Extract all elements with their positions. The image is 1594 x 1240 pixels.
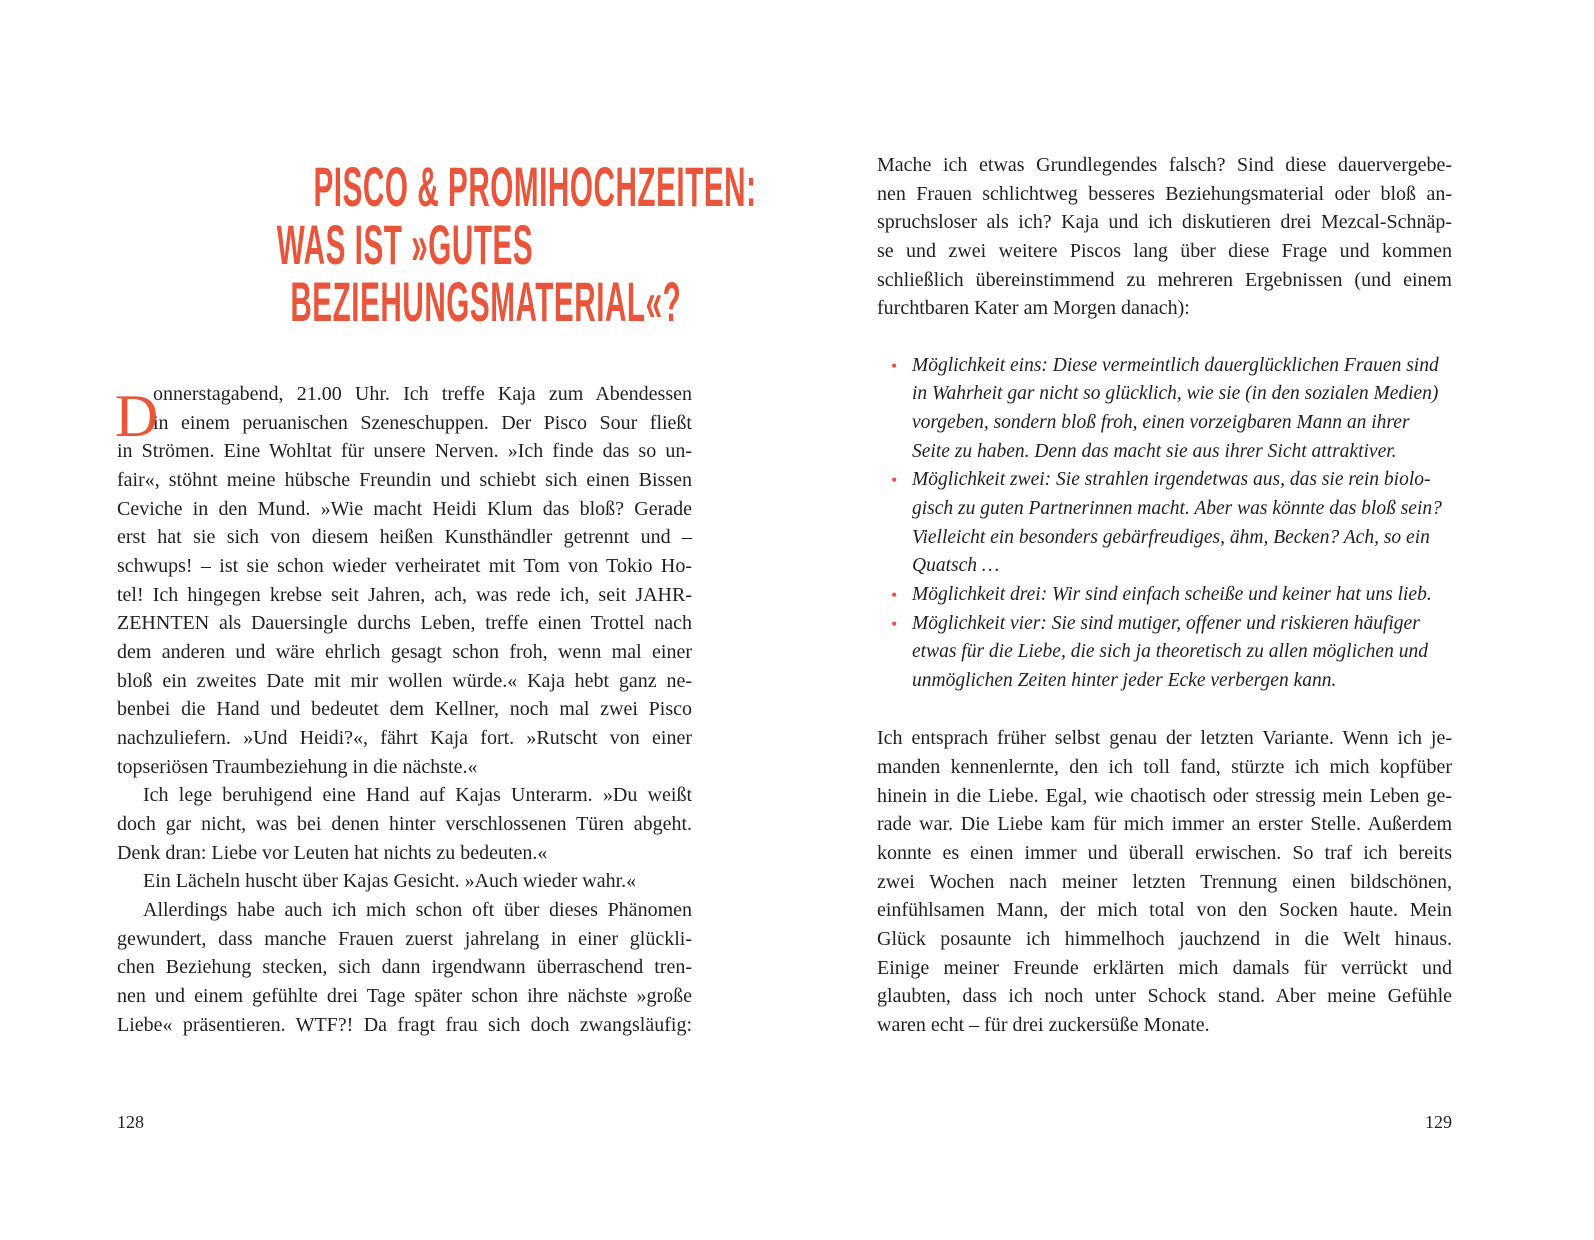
text-line: unmöglichen Zeiten hinter jeder Ecke verbergen kann.	[912, 670, 1337, 692]
drop-cap: D	[115, 383, 159, 449]
right-body-text	[877, 151, 1452, 1040]
text-line: Quatsch …	[912, 555, 1000, 577]
text-line: Ich entsprach früher selbst genau der letzten Variante. Wenn ich je-	[877, 727, 1452, 750]
list-item	[877, 352, 1452, 467]
chapter-title	[117, 155, 757, 333]
text-line: hinein in die Liebe. Egal, wie chaotisch oder stressig mein Leben ge-	[877, 784, 1452, 807]
text-line: gewundert, dass manche Frauen zuerst jahrelang in einer glückli-	[117, 927, 692, 950]
text-line: in einem peruanischen Szeneschuppen. Der Pisco Sour fließt	[153, 411, 692, 434]
text-line: rade war. Die Liebe kam für mich immer an erster Stelle. Außerdem	[877, 813, 1452, 836]
text-line: gisch zu guten Partnerinnen macht. Aber was könnte das bloß sein?	[912, 498, 1442, 520]
text-line: etwas für die Liebe, die sich ja theoretisch zu allen möglichen und	[912, 641, 1428, 663]
text-line: Ein Lächeln huscht über Kajas Gesicht. »Auch wieder wahr.«	[143, 870, 637, 893]
text-line: benbei die Hand und bedeutet dem Kellner, noch mal zwei Pisco	[117, 698, 692, 721]
text-line: furchtbaren Kater am Morgen danach):	[877, 297, 1190, 320]
title-line	[117, 270, 692, 333]
text-line: Vielleicht ein besonders gebärfreudiges, ähm, Becken? Ach, so ein	[912, 526, 1430, 548]
text-line: Seite zu haben. Denn das macht sie aus ihrer Sicht attraktiver.	[912, 440, 1397, 462]
text-line: Allerdings habe auch ich mich schon oft über dieses Phänomen	[143, 899, 692, 922]
text-line: Ceviche in den Mund. »Wie macht Heidi Klum das bloß? Gerade	[117, 497, 692, 520]
list-item	[877, 581, 1452, 610]
text-line: nachzuliefern. »Und Heidi?«, fährt Kaja fort. »Rutscht von einer	[117, 727, 692, 750]
text-line: Denk dran: Liebe vor Leuten hat nichts zu bedeuten.«	[117, 841, 548, 864]
text-line: onnerstagabend, 21.00 Uhr. Ich treffe Kaja zum Abendessen	[153, 383, 692, 405]
bullet-icon: •	[891, 613, 898, 634]
page-number-left: 128	[117, 1112, 144, 1132]
text-line: erst hat sie sich von diesem heißen Kunsthändler getrennt und –	[117, 526, 692, 549]
text-line: schwups! – ist sie schon wieder verheiratet mit Tom von Tokio Ho-	[117, 555, 692, 578]
text-line: ZEHNTEN als Dauersingle durchs Leben, treffe einen Trottel nach	[117, 612, 692, 635]
text-line: Möglichkeit vier: Sie sind mutiger, offener und riskieren häufiger	[912, 612, 1420, 634]
text-line: manden kennenlernte, den ich toll fand, stürzte ich mich kopfüber	[877, 756, 1452, 779]
text-line: tel! Ich hingegen krebse seit Jahren, ach, was rede ich, seit JAHR-	[117, 583, 692, 606]
left-body-text	[117, 380, 692, 1039]
paragraph	[877, 724, 1452, 1039]
bullet-icon: •	[891, 585, 898, 606]
text-line: chen Beziehung stecken, sich dann irgendwann überraschend tren-	[117, 956, 692, 979]
text-line: schließlich übereinstimmend zu mehreren Ergebnissen (und einem	[877, 268, 1452, 291]
text-line: vorgeben, sondern bloß froh, einen vorzeigbaren Mann an ihrer	[912, 412, 1410, 434]
paragraph	[117, 380, 692, 781]
text-line: einfühlsamen Mann, der mich total von den Socken haute. Mein	[877, 899, 1452, 922]
text-line: topseriösen Traumbeziehung in die nächste.«	[117, 755, 478, 778]
text-line: nen und einem gefühlte drei Tage später schon ihre nächste »große	[117, 985, 692, 1008]
title-line-text: PISCO & PROMIHOCHZEITEN:	[313, 155, 757, 218]
title-line	[117, 212, 692, 276]
title-line	[117, 155, 757, 218]
text-line: zwei Wochen nach meiner letzten Trennung einen bildschönen,	[877, 870, 1452, 893]
text-line: Liebe« präsentieren. WTF?! Da fragt frau sich doch zwangsläufig:	[117, 1013, 692, 1036]
page-number-right: 129	[1425, 1112, 1452, 1132]
text-line: glaubten, dass ich noch unter Schock stand. Aber meine Gefühle	[877, 985, 1452, 1008]
text-line: konnte es einen immer und überall erwischen. So traf ich bereits	[877, 842, 1452, 865]
text-line: waren echt – für drei zuckersüße Monate.	[877, 1014, 1210, 1037]
text-line: se und zwei weitere Piscos lang über diese Frage und kommen	[877, 240, 1452, 263]
text-line: Glück posaunte ich himmelhoch jauchzend in die Welt hinaus.	[877, 928, 1452, 951]
bullet-icon: •	[891, 470, 898, 491]
paragraph	[117, 867, 692, 896]
list-item	[877, 466, 1452, 581]
list-item	[877, 610, 1452, 696]
text-line: spruchsloser als ich? Kaja und ich diskutieren drei Mezcal-Schnäp-	[877, 211, 1452, 234]
text-line: Einige meiner Freunde erklärten mich damals für verrückt und	[877, 956, 1452, 979]
text-line: Ich lege beruhigend eine Hand auf Kajas Unterarm. »Du weißt	[143, 784, 692, 807]
paragraph	[877, 151, 1452, 323]
bullet-icon: •	[891, 355, 898, 376]
title-line-text: WAS IST »GUTES	[276, 212, 533, 276]
text-line: bloß ein zweites Date mit mir wollen würde.« Kaja hebt ganz ne-	[117, 669, 692, 692]
text-line: Mache ich etwas Grundlegendes falsch? Sind diese dauervergebe-	[877, 154, 1452, 176]
text-line: in Strömen. Eine Wohltat für unsere Nerven. »Ich finde das so un-	[117, 440, 692, 463]
title-line-text: BEZIEHUNGSMATERIAL«?	[290, 270, 682, 333]
text-line: fair«, stöhnt meine hübsche Freundin und schiebt sich einen Bissen	[117, 469, 692, 492]
paragraph	[117, 896, 692, 1039]
text-line: doch gar nicht, was bei denen hinter verschlossenen Türen abgeht.	[117, 813, 692, 836]
text-line: nen Frauen schlichtweg besseres Beziehungsmaterial oder bloß an-	[877, 182, 1452, 205]
text-line: dem anderen und wäre ehrlich gesagt schon froh, wenn mal einer	[117, 641, 692, 664]
paragraph	[117, 781, 692, 867]
text-line: Möglichkeit drei: Wir sind einfach scheiße und keiner hat uns lieb.	[912, 584, 1432, 606]
bullet-list	[877, 352, 1452, 696]
text-line: Möglichkeit eins: Diese vermeintlich dauerglücklichen Frauen sind	[912, 354, 1439, 376]
text-line: Möglichkeit zwei: Sie strahlen irgendetwas aus, das sie rein biolo-	[912, 469, 1431, 491]
text-line: in Wahrheit gar nicht so glücklich, wie sie (in den sozialen Medien)	[912, 383, 1439, 405]
